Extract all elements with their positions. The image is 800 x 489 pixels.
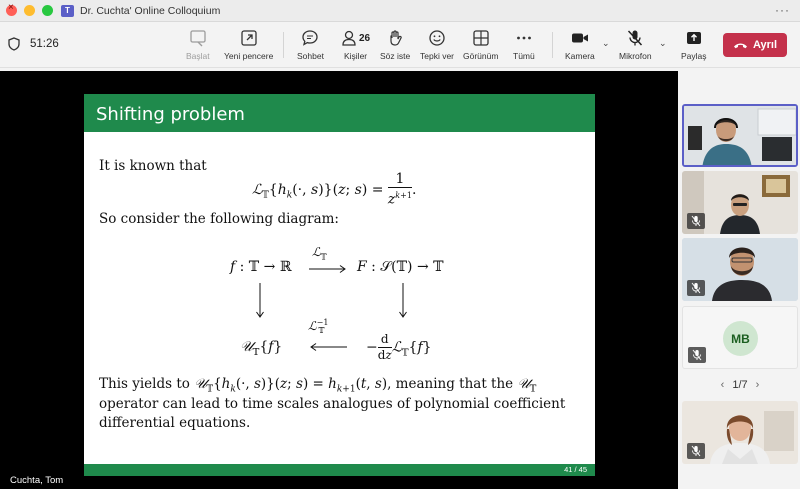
- more-options-icon[interactable]: ···: [775, 3, 790, 17]
- participant-panel: [680, 98, 800, 489]
- mic-off-indicator: [688, 347, 706, 363]
- diagram-left-down-arrow-icon: [255, 282, 265, 320]
- microphone-muted-icon: [691, 215, 701, 227]
- slide-conclusion-line2: operator can lead to time scales analogues of polynomial coefficient: [99, 396, 566, 412]
- participant-page-indicator: 1/7: [732, 379, 748, 391]
- diagram-top-right: F : 𝒮(𝕋) → 𝕋: [357, 259, 444, 275]
- shield-icon: [8, 37, 20, 51]
- slide-page-number: 41 / 45: [564, 465, 587, 474]
- people-button[interactable]: [341, 28, 370, 61]
- meeting-toolbar: [0, 22, 800, 68]
- minimize-window-button[interactable]: [24, 5, 35, 16]
- microphone-options-chevron-icon[interactable]: ⌄: [659, 38, 667, 48]
- diagram-right-arrow-icon: [308, 264, 348, 274]
- pop-out-icon: [240, 29, 258, 47]
- slide-header: [84, 94, 595, 132]
- raise-hand-label: Söz iste: [380, 51, 411, 61]
- diagram-top-arrow-label: ℒ$_𝕋$: [312, 245, 327, 262]
- share-label: Paylaş: [681, 51, 707, 61]
- slide-title: Shifting problem: [96, 104, 245, 125]
- mic-off-indicator: [687, 213, 705, 229]
- slide-text-intro: It is known that: [99, 158, 207, 174]
- slide-conclusion-line3: differential equations.: [99, 415, 251, 431]
- shared-screen: [0, 71, 678, 489]
- next-page-chevron-icon[interactable]: ›: [755, 379, 760, 391]
- share-icon: [685, 29, 703, 47]
- more-button[interactable]: [513, 28, 535, 61]
- laplace-formula: $ℒ_𝕋\{h_k(\cdot$, s)}(z; s) = $\frac{1}{z^{k+1}}$ .: [252, 171, 417, 208]
- view-button[interactable]: [463, 28, 498, 61]
- toolbar-divider: [552, 32, 553, 58]
- previous-page-chevron-icon[interactable]: ‹: [720, 379, 725, 391]
- start-label: Başlat: [186, 51, 210, 61]
- participant-video: [684, 106, 798, 167]
- presentation-slide: [84, 94, 595, 476]
- participant-avatar-tile[interactable]: [682, 306, 798, 369]
- people-count: 26: [359, 32, 371, 44]
- conclusion-text-2: meaning that the: [395, 376, 514, 392]
- camera-label: Kamera: [565, 51, 595, 61]
- mic-off-indicator: [687, 280, 705, 296]
- microphone-label: Mikrofon: [619, 51, 652, 61]
- camera-options-chevron-icon[interactable]: ⌄: [602, 38, 610, 48]
- participant-pager: [680, 379, 800, 395]
- react-button[interactable]: [420, 28, 454, 61]
- microphone-muted-icon: [691, 282, 701, 294]
- people-icon: [341, 29, 357, 47]
- view-label: Görünüm: [463, 51, 499, 61]
- diagram-right-down-arrow-icon: [398, 282, 408, 320]
- camera-icon: [571, 29, 589, 47]
- diagram-top-left: f : 𝕋 → ℝ: [230, 259, 292, 275]
- chat-button[interactable]: [297, 28, 324, 61]
- participant-video-tile[interactable]: [682, 104, 798, 167]
- more-label: Tümü: [513, 51, 535, 61]
- diagram-bottom-left: 𝒰$_𝕋${f}: [240, 339, 283, 358]
- window-title: Dr. Cuchta' Online Colloquium: [80, 4, 221, 17]
- avatar: MB: [723, 321, 758, 356]
- people-label: Kişiler: [343, 51, 368, 61]
- leave-label: Ayrıl: [752, 39, 778, 51]
- zoom-window-button[interactable]: [42, 5, 53, 16]
- microphone-muted-icon: [692, 349, 702, 361]
- meeting-timer: 51:26: [30, 38, 59, 50]
- microphone-button[interactable]: [619, 28, 652, 61]
- mic-off-indicator: [687, 443, 705, 459]
- hang-up-icon: [733, 41, 748, 49]
- diagram-bottom-arrow-label: ℒ$^{-1}_𝕋$: [308, 318, 329, 336]
- participant-video-tile[interactable]: [682, 171, 798, 234]
- chat-label: Sohbet: [297, 51, 324, 61]
- participant-video-tile[interactable]: [682, 401, 798, 464]
- slide-conclusion-line1: This yields to $𝒰_𝕋\{h_k(\cdot$, s)}(z; $s) = h_{k+1}(t$, s), meaning that the 𝒰$_𝕋$: [99, 376, 537, 395]
- microphone-muted-icon: [691, 445, 701, 457]
- slide-text-diagram-intro: So consider the following diagram:: [99, 211, 339, 227]
- teams-logo-icon: T: [61, 5, 74, 17]
- more-dots-icon: [515, 29, 533, 47]
- whiteboard-icon: [189, 29, 207, 47]
- toolbar-divider: [283, 32, 284, 58]
- window-controls: [6, 5, 53, 16]
- new-window-label: Yeni pencere: [224, 51, 274, 61]
- camera-button[interactable]: [565, 28, 595, 61]
- raise-hand-icon: [386, 29, 404, 47]
- microphone-muted-icon: [626, 29, 644, 47]
- diagram-bottom-right: − $\frac{d}{dz}$ ℒ$_𝕋${f}: [366, 332, 432, 362]
- start-button[interactable]: [186, 28, 210, 61]
- window-titlebar: [0, 0, 800, 22]
- grid-view-icon: [472, 29, 490, 47]
- share-button[interactable]: [681, 28, 707, 61]
- participant-video-tile[interactable]: [682, 238, 798, 301]
- smiley-icon: [428, 29, 446, 47]
- presenter-name: Cuchta, Tom: [10, 475, 64, 486]
- conclusion-text-1: This yields to: [99, 376, 190, 392]
- new-window-button[interactable]: [224, 28, 273, 61]
- react-label: Tepki ver: [420, 51, 455, 61]
- raise-hand-button[interactable]: [380, 28, 410, 61]
- leave-button[interactable]: [723, 33, 787, 57]
- diagram-left-arrow-icon: [308, 342, 348, 352]
- slide-footer: [84, 464, 595, 476]
- chat-icon: [301, 29, 319, 47]
- close-window-button[interactable]: [6, 5, 17, 16]
